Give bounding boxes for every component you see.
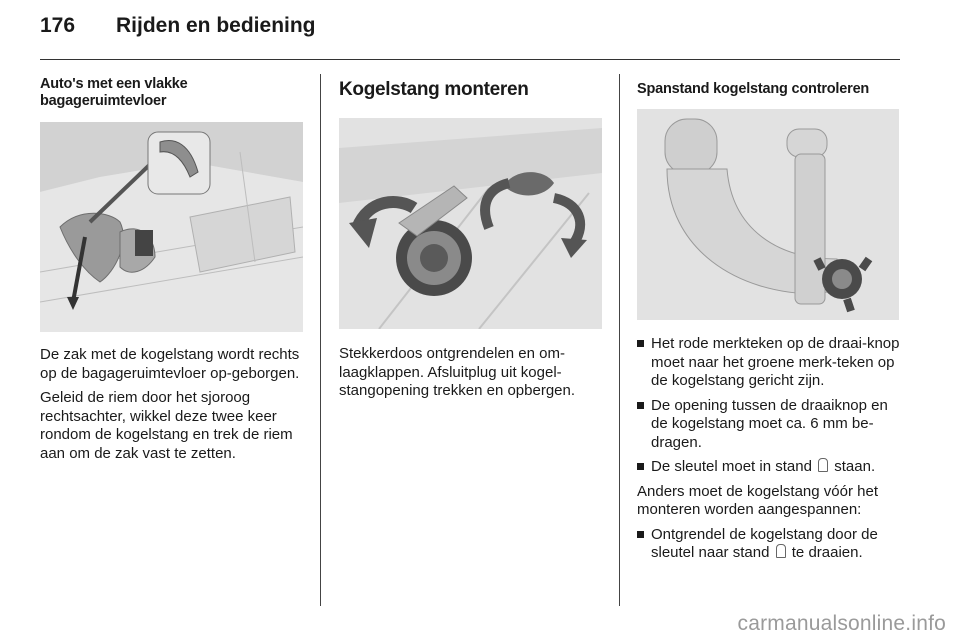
mounting-heading: Kogelstang monteren	[339, 79, 529, 100]
bullet-text: Het rode merkteken op de draai-knop moet naar het groene merk-teken op de kogelstang gericht zijn.	[651, 335, 900, 389]
column-storage	[40, 76, 305, 469]
bullet-text-before: De sleutel moet in stand	[651, 458, 812, 475]
bullet-text-after: staan.	[834, 458, 876, 475]
column-mounting	[339, 76, 604, 407]
header-divider	[40, 59, 900, 60]
column-divider-1	[320, 74, 321, 606]
trunk-storage-illustration	[40, 122, 303, 332]
bullet-item	[637, 458, 903, 477]
tension-checklist	[637, 335, 903, 477]
tow-bar-illustration	[637, 109, 899, 320]
tension-paragraph: Anders moet de kogelstang vóór het monteren worden aangespannen:	[637, 482, 878, 518]
page-number: 176	[40, 14, 76, 37]
bullet-square-icon	[637, 463, 644, 470]
trunk-storage-drawing	[40, 122, 303, 332]
bullet-text-before: Ontgrendel de kogelstang door de sleutel naar stand	[651, 525, 878, 561]
unlock-steps	[637, 526, 903, 563]
bullet-square-icon	[637, 402, 644, 409]
storage-paragraph-1: De zak met de kogelstang wordt rechts op de bagageruimtevloer op-geborgen.	[40, 346, 300, 382]
key-unlock-icon	[776, 544, 786, 558]
bullet-text-after: te draaien.	[791, 544, 863, 561]
key-lock-icon	[818, 458, 828, 472]
bullet-square-icon	[637, 340, 644, 347]
watermark: carmanualsonline.info	[737, 612, 946, 635]
bullet-item	[637, 526, 903, 563]
bullet-item	[637, 397, 903, 453]
column-tension-check	[637, 76, 903, 569]
column-divider-2	[619, 74, 620, 606]
tension-subheading: Spanstand kogelstang controleren	[637, 81, 870, 97]
storage-paragraph-2: Geleid de riem door het sjoroog rechtsachter, wikkel deze twee keer rondom de kogelstang en trek de riem aan om de zak vast te zetten.	[40, 389, 293, 462]
socket-drawing	[339, 118, 602, 329]
bullet-item	[637, 335, 903, 391]
storage-subheading: Auto's met een vlakke bagageruimtevloer	[40, 76, 188, 109]
tow-bar-drawing	[637, 109, 899, 320]
page-title: Rijden en bediening	[116, 14, 316, 37]
socket-illustration	[339, 118, 602, 329]
mounting-paragraph: Stekkerdoos ontgrendelen en om-laagklappen. Afsluitplug uit kogel-stangopening trekken en opbergen.	[339, 345, 576, 399]
bullet-square-icon	[637, 531, 644, 538]
bullet-text: De opening tussen de draaiknop en de kogelstang moet ca. 6 mm be-dragen.	[651, 396, 888, 451]
